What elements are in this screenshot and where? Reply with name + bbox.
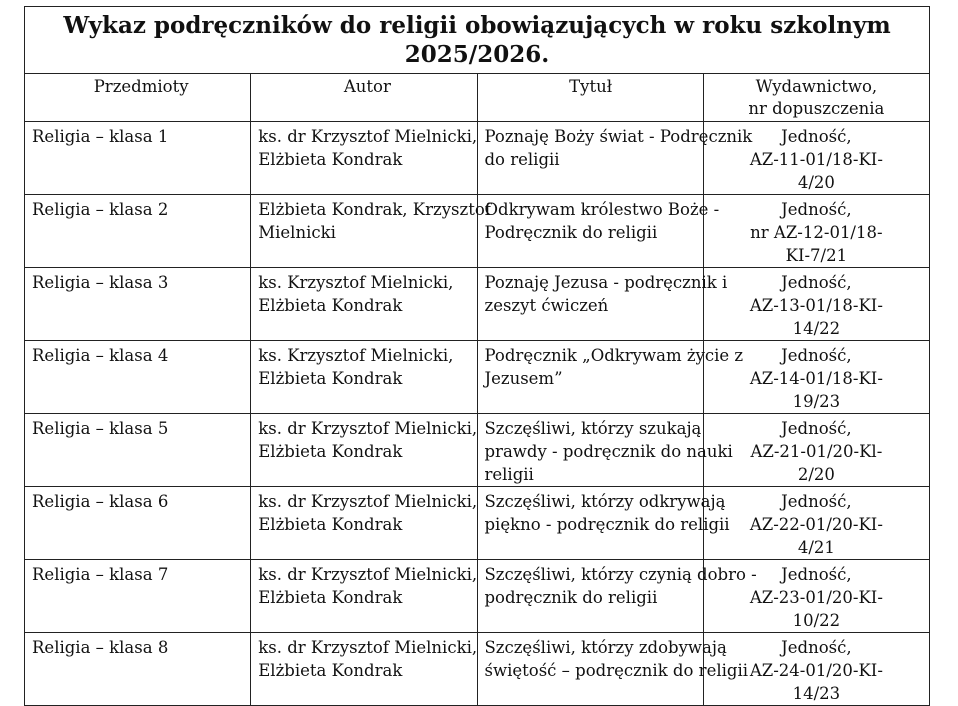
table-row (25, 633, 930, 706)
cell-subject: Religia – klasa 2 (25, 195, 251, 268)
cell-author (251, 268, 477, 341)
cell-publisher-line: Jedność, (781, 492, 852, 511)
cell-author-line: ks. dr Krzysztof Mielnicki, (258, 127, 478, 146)
table-body (25, 122, 930, 706)
cell-subject: Religia – klasa 8 (25, 633, 251, 706)
cell-publisher-line: 4/21 (797, 538, 835, 557)
header-row (25, 74, 930, 122)
cell-publisher-line: AZ-11-01/18-KI- (749, 150, 883, 169)
document-sheet (24, 6, 930, 706)
cell-title (477, 414, 733, 487)
cell-publisher-line: AZ-13-01/18-KI- (749, 296, 883, 315)
cell-title-line: piękno - podręcznik do religii (484, 515, 730, 534)
cell-author-line: Elżbieta Kondrak (258, 369, 403, 388)
cell-subject: Religia – klasa 7 (25, 560, 251, 633)
table-row (25, 560, 930, 633)
cell-publisher-line: nr AZ-12-01/18- (750, 223, 883, 242)
cell-publisher-line: Jedność, (781, 200, 852, 219)
cell-title (477, 633, 749, 706)
title-row (25, 7, 930, 74)
textbook-table (24, 6, 930, 706)
cell-publisher-line: Jedność, (781, 346, 852, 365)
cell-title-line: do religii (484, 150, 560, 169)
cell-author (251, 633, 477, 706)
cell-author (251, 414, 477, 487)
cell-publisher-line: 19/23 (792, 392, 841, 411)
cell-title-line: zeszyt ćwiczeń (484, 296, 609, 315)
cell-publisher (703, 487, 929, 560)
table-row (25, 414, 930, 487)
cell-publisher-line: AZ-21-01/20-Kl- (750, 442, 883, 461)
cell-subject: Religia – klasa 3 (25, 268, 251, 341)
cell-author (251, 341, 477, 414)
cell-subject: Religia – klasa 4 (25, 341, 251, 414)
cell-author (251, 122, 477, 195)
cell-title-line: Odkrywam królestwo Boże - (484, 200, 720, 219)
table-row (25, 195, 930, 268)
header-title: Tytuł (477, 74, 703, 122)
cell-title-line: prawdy - podręcznik do nauki (484, 442, 733, 461)
cell-title (477, 487, 730, 560)
cell-publisher (703, 414, 929, 487)
cell-publisher (703, 268, 929, 341)
cell-author-line: ks. dr Krzysztof Mielnicki, (258, 638, 478, 657)
cell-title-line: religii (484, 465, 534, 484)
cell-title-line: Jezusem” (484, 369, 563, 388)
cell-title (477, 122, 753, 195)
cell-publisher (703, 195, 929, 268)
cell-title-line: Szczęśliwi, którzy czynią dobro - (484, 565, 757, 584)
header-publisher-line-1: Wydawnictwo, (755, 77, 878, 96)
cell-publisher-line: Jedność, (781, 638, 852, 657)
cell-author-line: Elżbieta Kondrak (258, 515, 403, 534)
cell-author-line: ks. dr Krzysztof Mielnicki, (258, 492, 478, 511)
title-line-2: 2025/2026. (404, 41, 550, 68)
cell-title-line: Podręcznik „Odkrywam życie z (484, 346, 744, 365)
cell-author-line: Elżbieta Kondrak (258, 150, 403, 169)
cell-author-line: ks. dr Krzysztof Mielnicki, (258, 565, 478, 584)
table-row (25, 268, 930, 341)
table-row (25, 122, 930, 195)
cell-title-line: Poznaję Boży świat - Podręcznik (484, 127, 753, 146)
cell-title-line: Szczęśliwi, którzy zdobywają (484, 638, 727, 657)
cell-author-line: Elżbieta Kondrak (258, 296, 403, 315)
cell-title (477, 560, 757, 633)
cell-publisher-line: 2/20 (797, 465, 835, 484)
cell-publisher-line: Jedność, (781, 127, 852, 146)
cell-author-line: Elżbieta Kondrak (258, 442, 403, 461)
cell-author-line: ks. Krzysztof Mielnicki, (258, 273, 454, 292)
cell-publisher-line: 14/23 (792, 684, 841, 703)
cell-publisher-line: Jedność, (781, 565, 852, 584)
cell-title-line: świętość – podręcznik do religii (484, 661, 749, 680)
cell-author-line: ks. dr Krzysztof Mielnicki, (258, 419, 478, 438)
cell-title-line: podręcznik do religii (484, 588, 658, 607)
header-author: Autor (251, 74, 477, 122)
cell-title-line: Poznaję Jezusa - podręcznik i (484, 273, 728, 292)
cell-author (251, 487, 477, 560)
cell-title-line: Szczęśliwi, którzy szukają (484, 419, 702, 438)
document-title (25, 7, 930, 74)
cell-publisher-line: 4/20 (797, 173, 835, 192)
cell-title-line: Szczęśliwi, którzy odkrywają (484, 492, 726, 511)
cell-subject: Religia – klasa 5 (25, 414, 251, 487)
cell-publisher-line: AZ-14-01/18-KI- (749, 369, 883, 388)
title-line-1: Wykaz podręczników do religii obowiązujących w roku szkolnym (63, 12, 891, 39)
cell-author-line: Elżbieta Kondrak (258, 588, 403, 607)
cell-author (251, 560, 477, 633)
cell-author-line: Mielnicki (258, 223, 336, 242)
cell-author-line: ks. Krzysztof Mielnicki, (258, 346, 454, 365)
cell-subject: Religia – klasa 1 (25, 122, 251, 195)
cell-author (251, 195, 491, 268)
cell-subject: Religia – klasa 6 (25, 487, 251, 560)
cell-title (477, 268, 728, 341)
cell-title (477, 195, 720, 268)
table-row (25, 341, 930, 414)
cell-author-line: Elżbieta Kondrak (258, 661, 403, 680)
header-subject: Przedmioty (25, 74, 251, 122)
cell-publisher-line: KI-7/21 (785, 246, 848, 265)
cell-publisher-line: 10/22 (792, 611, 841, 630)
cell-publisher-line: AZ-22-01/20-KI- (749, 515, 883, 534)
cell-publisher-line: 14/22 (792, 319, 841, 338)
cell-publisher-line: AZ-24-01/20-KI- (749, 661, 883, 680)
cell-title (477, 341, 744, 414)
cell-publisher-line: Jedność, (781, 273, 852, 292)
cell-publisher-line: Jedność, (781, 419, 852, 438)
cell-author-line: Elżbieta Kondrak, Krzysztof (258, 200, 491, 219)
cell-title-line: Podręcznik do religii (484, 223, 658, 242)
table-row (25, 487, 930, 560)
header-publisher (703, 74, 929, 122)
cell-publisher-line: AZ-23-01/20-KI- (749, 588, 883, 607)
header-publisher-line-2: nr dopuszczenia (748, 99, 885, 118)
